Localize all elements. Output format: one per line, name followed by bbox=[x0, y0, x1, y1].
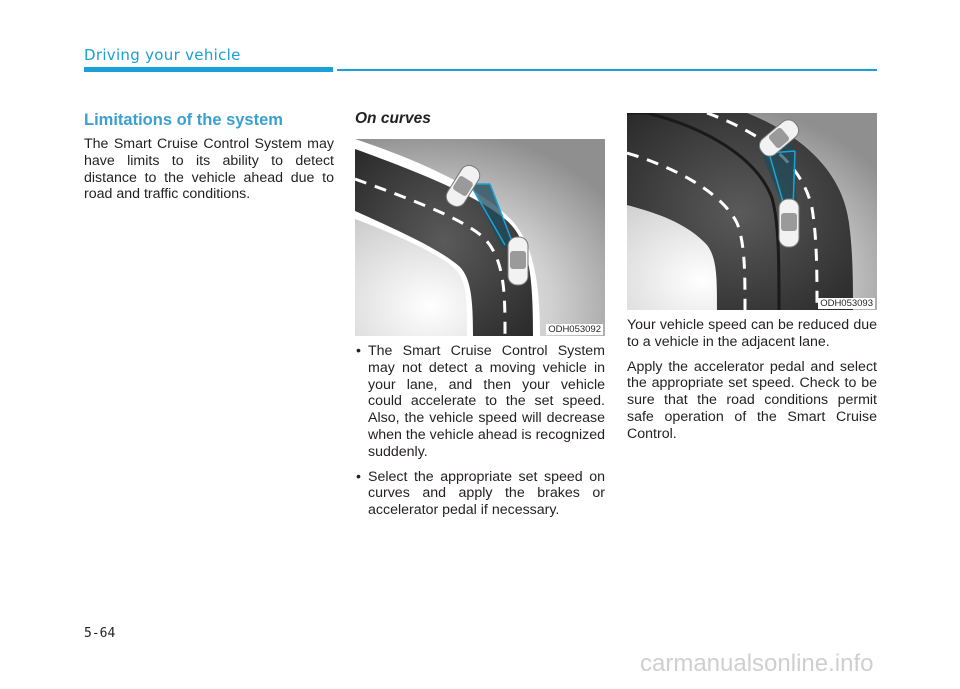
heading-limitations: Limitations of the system bbox=[84, 111, 283, 129]
section-title: Driving your vehicle bbox=[84, 46, 241, 64]
heading-on-curves: On curves bbox=[355, 110, 431, 127]
watermark: carmanualsonline.info bbox=[640, 650, 874, 677]
page-number: 5-64 bbox=[84, 626, 116, 641]
curve-same-lane-illustration bbox=[355, 139, 605, 336]
figure-code-label: ODH053092 bbox=[548, 324, 601, 335]
list-item: • The Smart Cruise Control System may not detect a moving vehicle in your lane, and then your vehicle could accelerate to the set speed. Also, the vehicle speed will decrease when the vehicle ahead is recognized suddenly. bbox=[355, 343, 605, 461]
limitations-paragraph: The Smart Cruise Control System may have limits to its ability to detect distance to the vehicle ahead due to road and traffic conditions. bbox=[84, 136, 334, 203]
list-item: • Select the appropriate set speed on curves and apply the brakes or accelerator pedal if necessary. bbox=[355, 469, 605, 519]
figure-curve-adjacent-lane bbox=[627, 113, 877, 310]
curve-adjacent-lane-illustration bbox=[627, 113, 877, 310]
figure-code-label: ODH053093 bbox=[820, 298, 873, 309]
column-1-body bbox=[84, 136, 334, 211]
header-rule-bold bbox=[84, 67, 333, 72]
column-3-body bbox=[627, 317, 877, 451]
header-rule-thin bbox=[337, 69, 877, 71]
curves-bullet-list bbox=[355, 343, 605, 519]
adjacent-lane-paragraph: Your vehicle speed can be reduced due to a vehicle in the adjacent lane. bbox=[627, 317, 877, 350]
column-2-body bbox=[355, 343, 605, 527]
accelerator-paragraph: Apply the accelerator pedal and select the appropriate set speed. Check to be sure that the road conditions permit safe operation of the Smart Cruise Control. bbox=[627, 358, 877, 442]
figure-curve-same-lane bbox=[355, 139, 605, 336]
